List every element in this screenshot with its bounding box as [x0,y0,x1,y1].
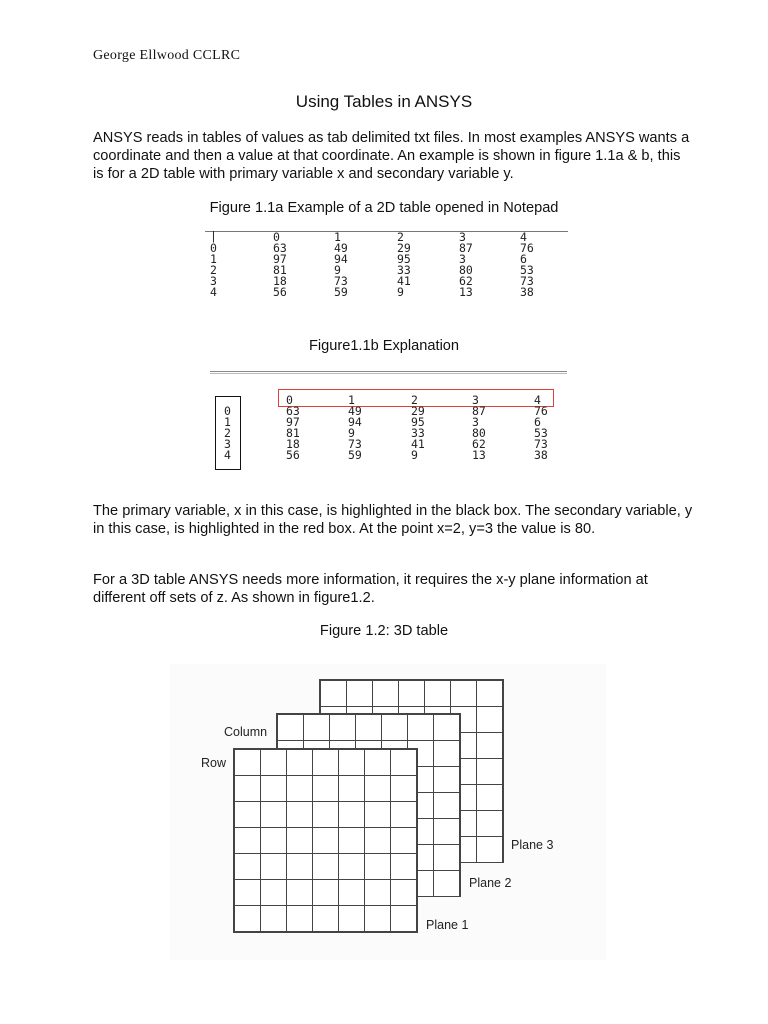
plane-3-label: Plane 3 [511,838,554,852]
table-cell: 94 [348,415,362,429]
table-cell: 87 [472,404,486,418]
row-header-1: 1 [210,252,217,266]
column-header-2: 2 [397,230,404,244]
table-cell: 9 [411,448,418,462]
table-cell: 53 [534,426,548,440]
row-header-0: 0 [210,241,217,255]
table-cell: 13 [472,448,486,462]
table-cell: 38 [520,285,534,299]
table-cell: 33 [397,263,411,277]
table-cell: 63 [286,404,300,418]
table-cell: 9 [348,426,355,440]
table-cell: 73 [520,274,534,288]
figure-1-1b-explanation-table [200,368,570,483]
table-cell: 3 [459,252,466,266]
table-cell: 59 [334,285,348,299]
table-cell: 3 [472,415,479,429]
column-header-4: 4 [534,393,541,407]
table-cell: 62 [472,437,486,451]
column-header-1: 1 [348,393,355,407]
table-cell: 38 [534,448,548,462]
table-cell: 59 [348,448,362,462]
plane-2-label: Plane 2 [469,876,512,890]
table-cell: 95 [397,252,411,266]
table-cell: 73 [534,437,548,451]
row-header-4: 4 [224,448,231,462]
table-cell: 62 [459,274,473,288]
figure-1-2-caption: Figure 1.2: 3D table [319,623,449,639]
document-title: Using Tables in ANSYS [295,92,473,111]
table-cell: 6 [534,415,541,429]
3d-table-paragraph: For a 3D table ANSYS needs more information, it requires the x-y plane information at different off sets of z. As shown in figure1.2. [93,572,648,606]
table-cell: 80 [459,263,473,277]
column-header-1: 1 [334,230,341,244]
table-cell: 13 [459,285,473,299]
table-cell: 97 [273,252,287,266]
plane-1-label: Plane 1 [426,918,469,932]
table-cell: 41 [411,437,425,451]
column-header-2: 2 [411,393,418,407]
column-label: Column [224,725,268,739]
row-header-0: 0 [224,404,231,418]
table-top-rule [205,231,568,232]
table-cell: 18 [286,437,300,451]
intro-paragraph: ANSYS reads in tables of values as tab delimited txt files. In most examples ANSYS wants a coordinate and then a value at that coordinate. An example is shown in figure 1.1a & b, this is for a 2D table with primary variable x and secondary variable y. [93,130,690,182]
table-cell: 29 [411,404,425,418]
table-cell: 41 [397,274,411,288]
row-header-3: 3 [224,437,231,451]
table-cell: 56 [273,285,287,299]
table-cell: 53 [520,263,534,277]
table-cell: 87 [459,241,473,255]
table-cell: 73 [334,274,348,288]
row-header-2: 2 [210,263,217,277]
table-cell: 81 [286,426,300,440]
table-cell: 18 [273,274,287,288]
row-header-4: 4 [210,285,217,299]
column-header-3: 3 [459,230,466,244]
table-cell: 6 [520,252,527,266]
column-header-0: 0 [286,393,293,407]
figure-1-1b-caption: Figure1.1b Explanation [308,338,460,354]
table-cell: 73 [348,437,362,451]
table-cell: 49 [334,241,348,255]
table-corner-mark: | [210,229,217,243]
table-cell: 95 [411,415,425,429]
table-top-rule [210,371,567,372]
table-cell: 9 [397,285,404,299]
row-label: Row [201,756,227,770]
row-header-3: 3 [210,274,217,288]
figure-1-1a-notepad-table [200,226,570,316]
table-cell: 76 [534,404,548,418]
table-cell: 94 [334,252,348,266]
table-cell: 9 [334,263,341,277]
table-cell: 33 [411,426,425,440]
column-header-4: 4 [520,230,527,244]
column-header-0: 0 [273,230,280,244]
table-cell: 97 [286,415,300,429]
explanation-paragraph: The primary variable, x in this case, is highlighted in the black box. The secondary variable, y in this case, is highlighted in the red box. At the point x=2, y=3 the value is 80. [93,503,693,537]
table-cell: 49 [348,404,362,418]
table-cell: 56 [286,448,300,462]
row-header-1: 1 [224,415,231,429]
figure-1-1a-caption: Figure 1.1a Example of a 2D table opened in Notepad [209,200,559,216]
table-cell: 63 [273,241,287,255]
table-top-rule-shadow [210,373,567,374]
table-cell: 80 [472,426,486,440]
column-header-3: 3 [472,393,479,407]
row-header-2: 2 [224,426,231,440]
plane-1-grid [233,748,418,933]
table-cell: 29 [397,241,411,255]
author-header: George Ellwood CCLRC [93,48,241,63]
table-cell: 76 [520,241,534,255]
table-cell: 81 [273,263,287,277]
